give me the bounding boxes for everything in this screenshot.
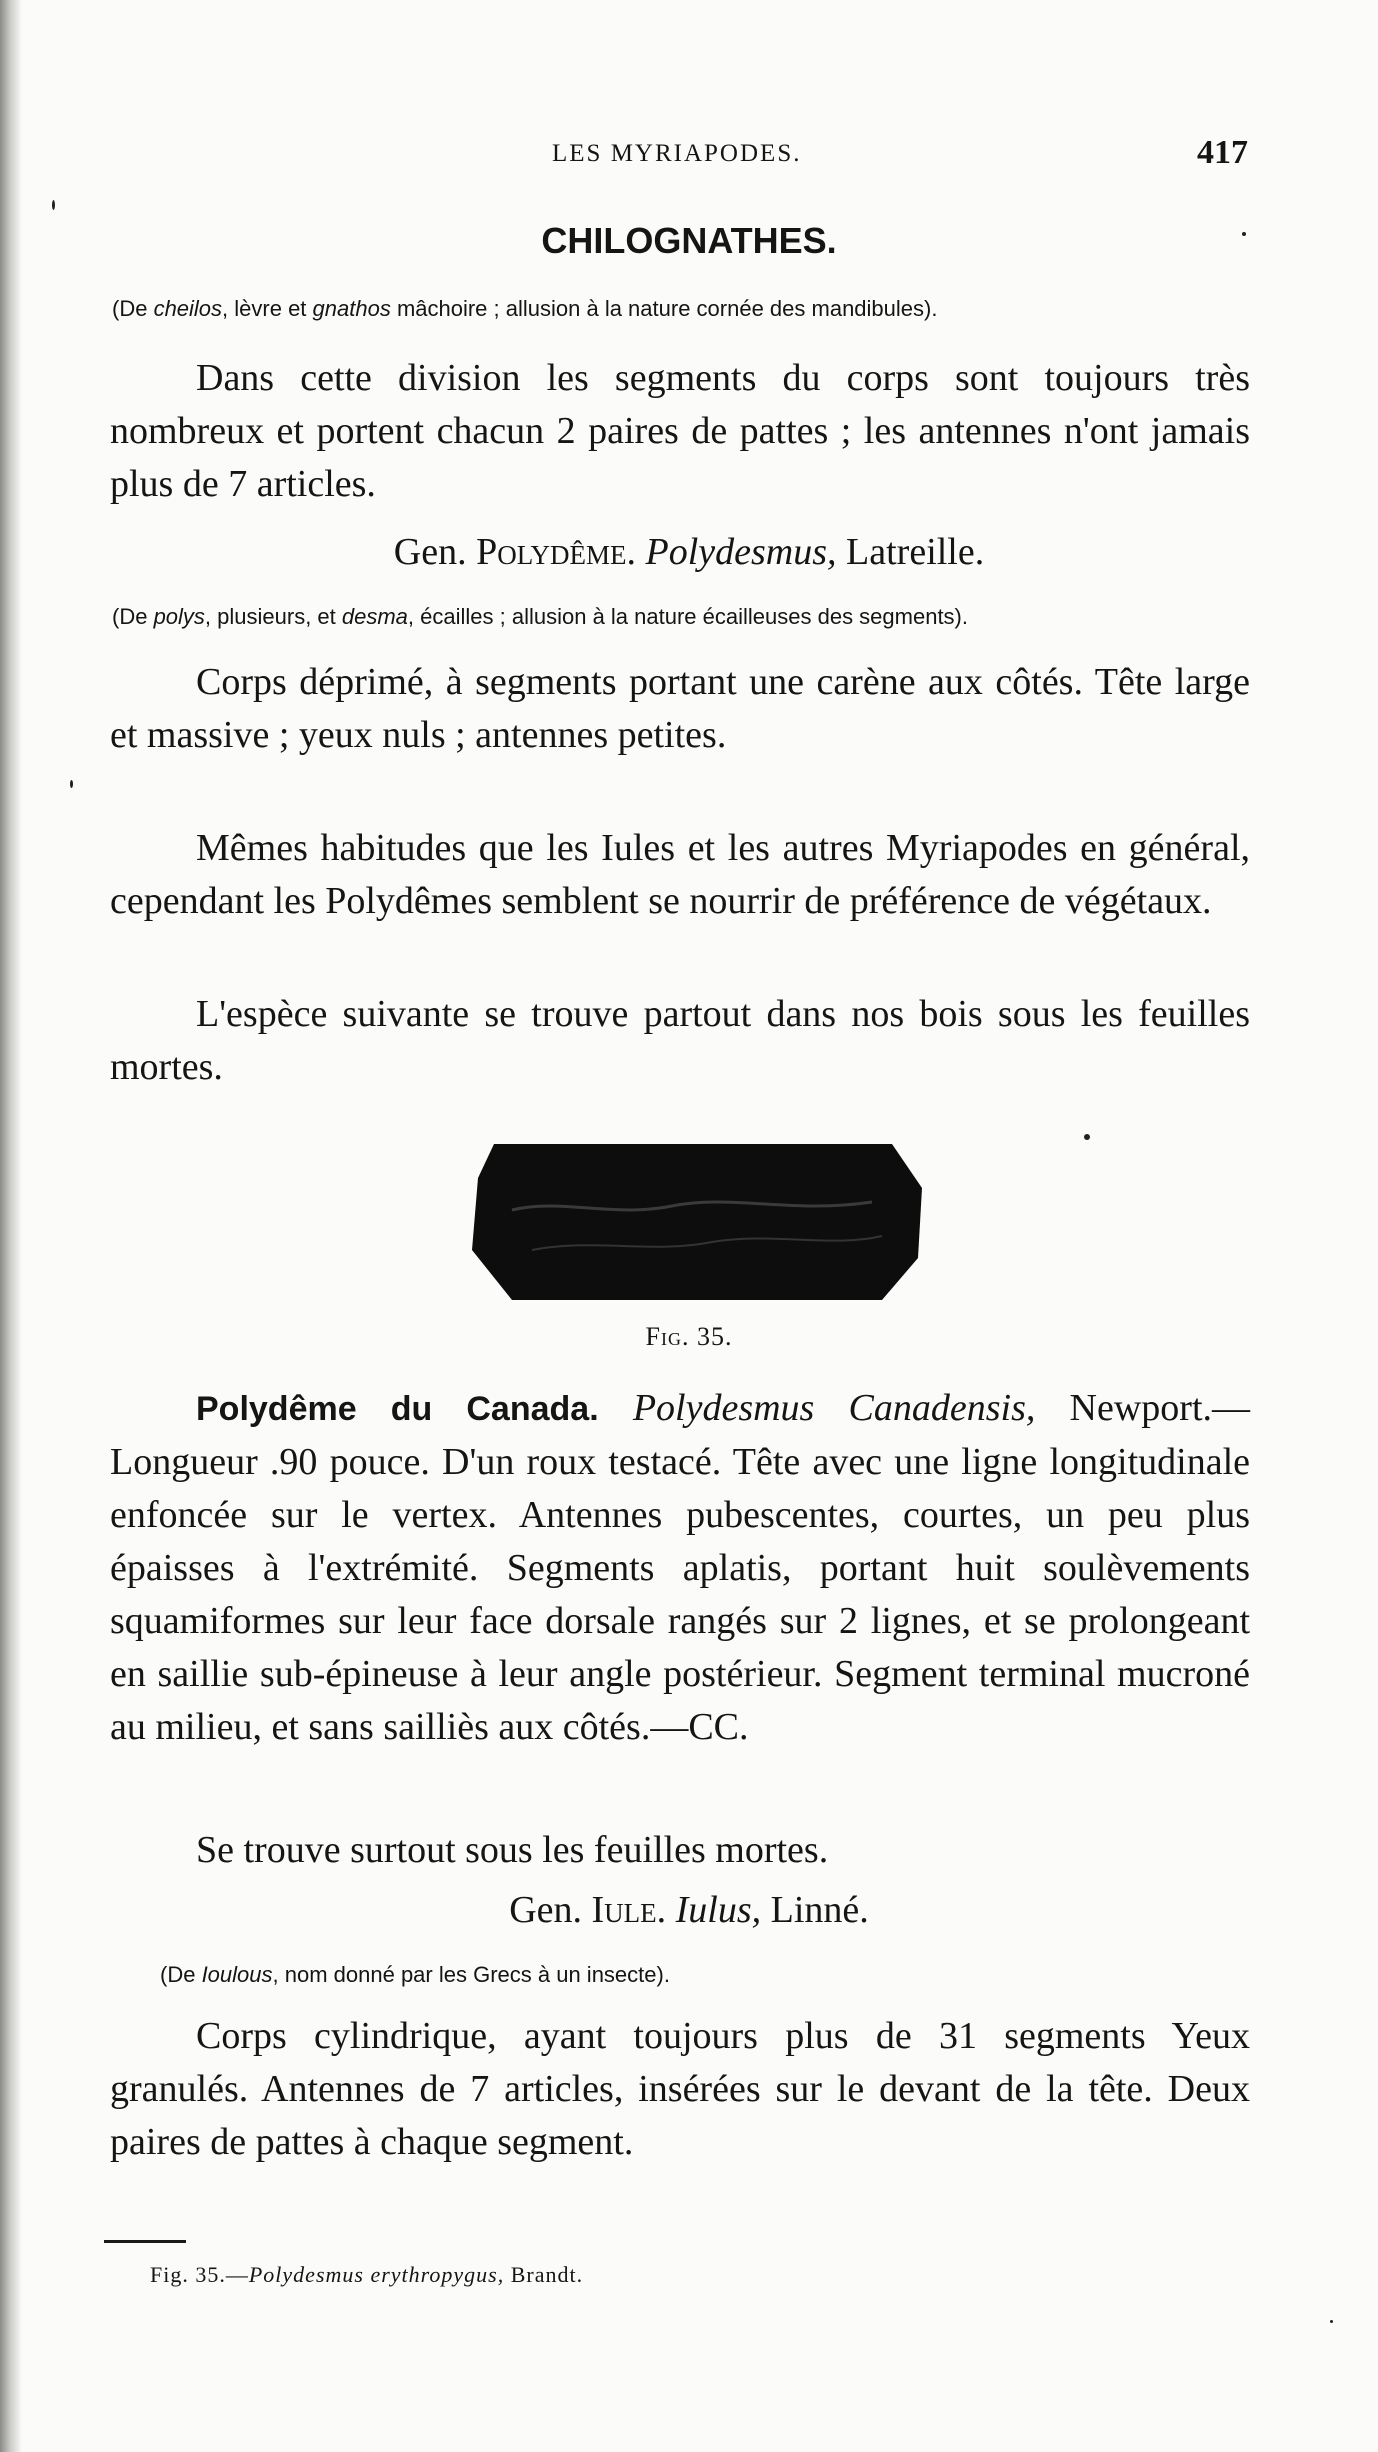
footnote-latin: Polydesmus erythropygus, bbox=[248, 2262, 505, 2287]
etym-word-gnathos: gnathos bbox=[312, 296, 391, 321]
species-latin-name: Polydesmus Canadensis, bbox=[632, 1387, 1036, 1429]
print-speck bbox=[1242, 232, 1246, 236]
etymology-chilognathes bbox=[112, 296, 1262, 322]
etym-text: mâchoire ; allusion à la nature cornée des mandibules). bbox=[390, 296, 938, 321]
genus-name: Polydême. bbox=[476, 531, 636, 573]
etymology-polydesmus bbox=[112, 604, 1262, 630]
etym-word-ioulous: Ioulous bbox=[201, 1962, 273, 1987]
etym-word-polys: polys bbox=[153, 604, 205, 629]
section-title: CHILOGNATHES. bbox=[541, 220, 837, 261]
print-speck bbox=[1084, 1134, 1090, 1140]
genus-heading-iulus bbox=[0, 1888, 1378, 1932]
genus-author: Latreille. bbox=[836, 531, 985, 573]
genus-latin: Iulus, bbox=[675, 1889, 762, 1931]
species-description bbox=[110, 1382, 1250, 1754]
etym-text: , lèvre et bbox=[222, 296, 313, 321]
etym-text: , plusieurs, et bbox=[204, 604, 342, 629]
print-speck bbox=[70, 780, 73, 788]
etym-word-cheilos: cheilos bbox=[153, 296, 223, 321]
figure-caption bbox=[0, 1322, 1378, 1352]
species-description-text: Newport.—Longueur .90 pouce. D'un roux testacé. Tête avec une ligne longitudinale enfoncée sur le vertex. Antennes pubescentes, courtes, un peu plus épaisses à l'extrémité. Segments aplatis, portant huit soulèvements squamiformes sur leur face dorsale rangés sur 2 lignes, et se prolongeant en saillie sub-épineuse à leur angle postérieur. Segment terminal mucroné au milieu, et sans sailliès aux côtés.—CC. bbox=[110, 1387, 1251, 1748]
fig-number: 35. bbox=[689, 1322, 733, 1351]
etym-open: (De bbox=[112, 604, 154, 629]
genus-prefix: Gen. bbox=[509, 1889, 592, 1931]
paragraph-intro: Dans cette division les segments du corps sont toujours très nombreux et portent chacun 2 paires de pattes ; les antennes n'ont jamais plus de 7 articles. bbox=[110, 357, 1250, 505]
paragraph-iulus-body: Corps cylindrique, ayant toujours plus de 31 segments Yeux granulés. Antennes de 7 articles, insérées sur le devant de la tête. Deux paires de pattes à chaque segment. bbox=[110, 2015, 1250, 2163]
page-number: 417 bbox=[1197, 134, 1248, 171]
etym-text: , nom donné par les Grecs à un insecte). bbox=[272, 1962, 670, 1987]
etym-word-desma: desma bbox=[341, 604, 408, 629]
genus-name: Iule. bbox=[591, 1889, 667, 1931]
etymology-iulus bbox=[160, 1962, 1310, 1988]
etym-text: , écailles ; allusion à la nature écailleuses des segments). bbox=[407, 604, 968, 629]
print-speck bbox=[1330, 2320, 1333, 2323]
etym-open: (De bbox=[112, 296, 154, 321]
footnote bbox=[150, 2262, 583, 2288]
footnote-prefix: Fig. 35.— bbox=[150, 2262, 249, 2287]
paragraph-polydesmus-body: Corps déprimé, à segments portant une carène aux côtés. Tête large et massive ; yeux nuls ; antennes petites. bbox=[110, 661, 1250, 756]
paragraph-habitat-note: Se trouve surtout sous les feuilles mortes. bbox=[196, 1829, 829, 1871]
genus-latin: Polydesmus, bbox=[645, 531, 837, 573]
species-common-name: Polydême du Canada. bbox=[196, 1390, 599, 1428]
fig-abbrev: Fig. bbox=[645, 1322, 690, 1351]
paragraph-polydesmus-habitat: L'espèce suivante se trouve partout dans nos bois sous les feuilles mortes. bbox=[110, 993, 1250, 1088]
figure-35-illustration bbox=[472, 1140, 922, 1302]
print-speck bbox=[52, 200, 55, 210]
genus-heading-polydesmus bbox=[0, 530, 1378, 574]
paragraph-polydesmus-habits: Mêmes habitudes que les Iules et les autres Myriapodes en général, cependant les Polydêmes semblent se nourrir de préférence de végétaux. bbox=[110, 827, 1250, 922]
footnote-rule bbox=[104, 2240, 186, 2243]
footnote-author: Brandt. bbox=[504, 2262, 584, 2287]
running-head: LES MYRIAPODES. bbox=[552, 140, 802, 167]
etym-open: (De bbox=[160, 1962, 202, 1987]
genus-author: Linné. bbox=[761, 1889, 869, 1931]
genus-prefix: Gen. bbox=[393, 531, 477, 573]
